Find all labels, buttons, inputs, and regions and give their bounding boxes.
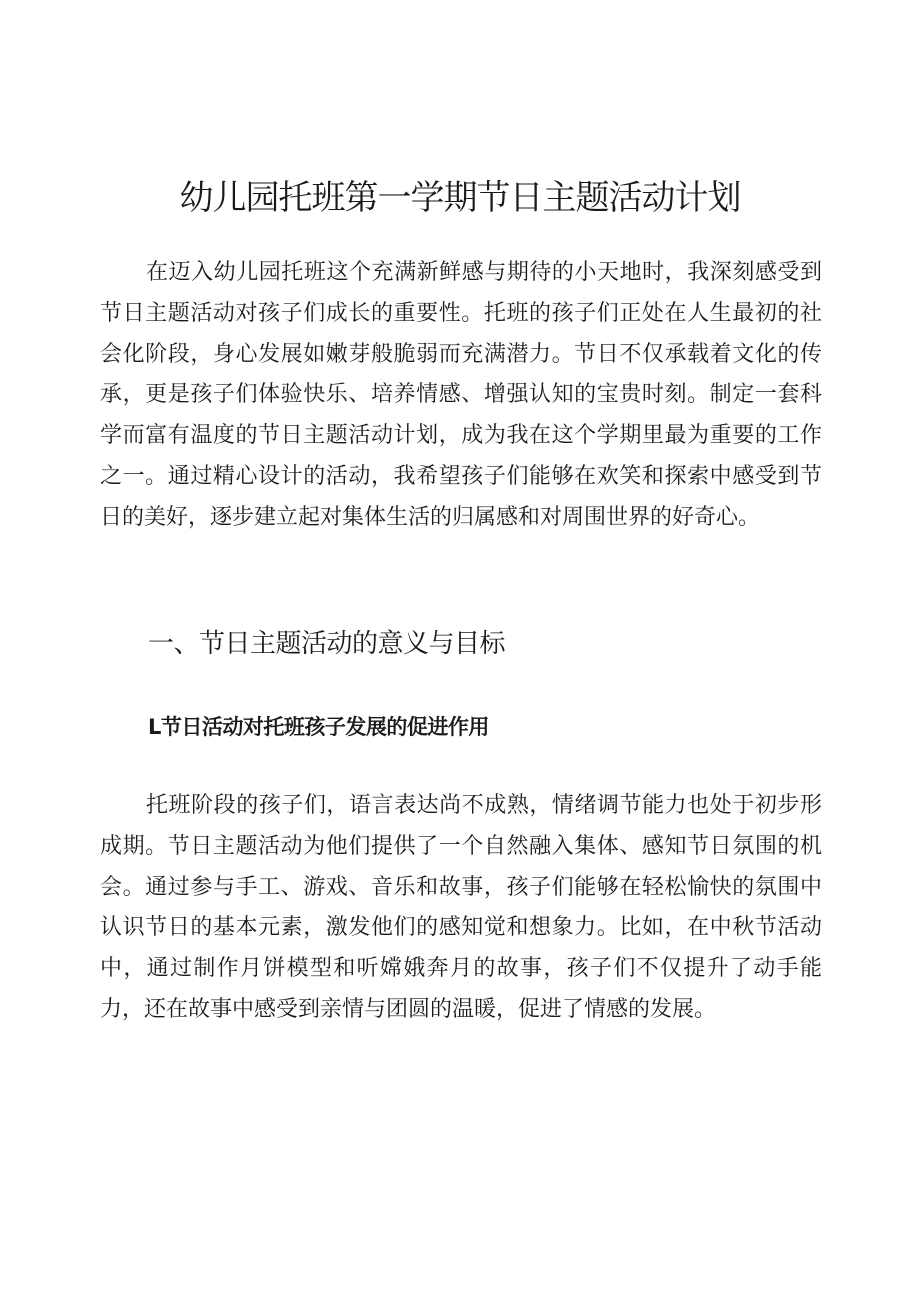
section-heading: 一、节日主题活动的意义与目标 <box>148 629 506 659</box>
subsection-heading: L节日活动对托班孩子发展的促进作用 <box>148 715 489 739</box>
intro-paragraph: 在迈入幼儿园托班这个充满新鲜感与期待的小天地时，我深刻感受到节日主题活动对孩子们成长的重要性。托班的孩子们正处在人生最初的社会化阶段，身心发展如嫩芽般脆弱而充满潜力。节日不仅承载着文化的传承，更是孩子们体验快乐、培养情感、增强认知的宝贵时刻。制定一套科学而富有温度的节日主题活动计划，成为我在这个学期里最为重要的工作之一。通过精心设计的活动，我希望孩子们能够在欢笑和探索中感受到节日的美好，逐步建立起对集体生活的归属感和对周围世界的好奇心。 <box>100 260 822 530</box>
document-title: 幼儿园托班第一学期节日主题活动计划 <box>179 178 741 218</box>
subsection-paragraph: 托班阶段的孩子们，语言表达尚不成熟，情绪调节能力也处于初步形成期。节日主题活动为他们提供了一个自然融入集体、感知节日氛围的机会。通过参与手工、游戏、音乐和故事，孩子们能够在轻松愉快的氛围中认识节日的基本元素，激发他们的感知觉和想象力。比如，在中秋节活动中，通过制作月饼模型和听嫦娥奔月的故事，孩子们不仅提升了动手能力，还在故事中感受到亲情与团圆的温暖，促进了情感的发展。 <box>100 793 822 1022</box>
